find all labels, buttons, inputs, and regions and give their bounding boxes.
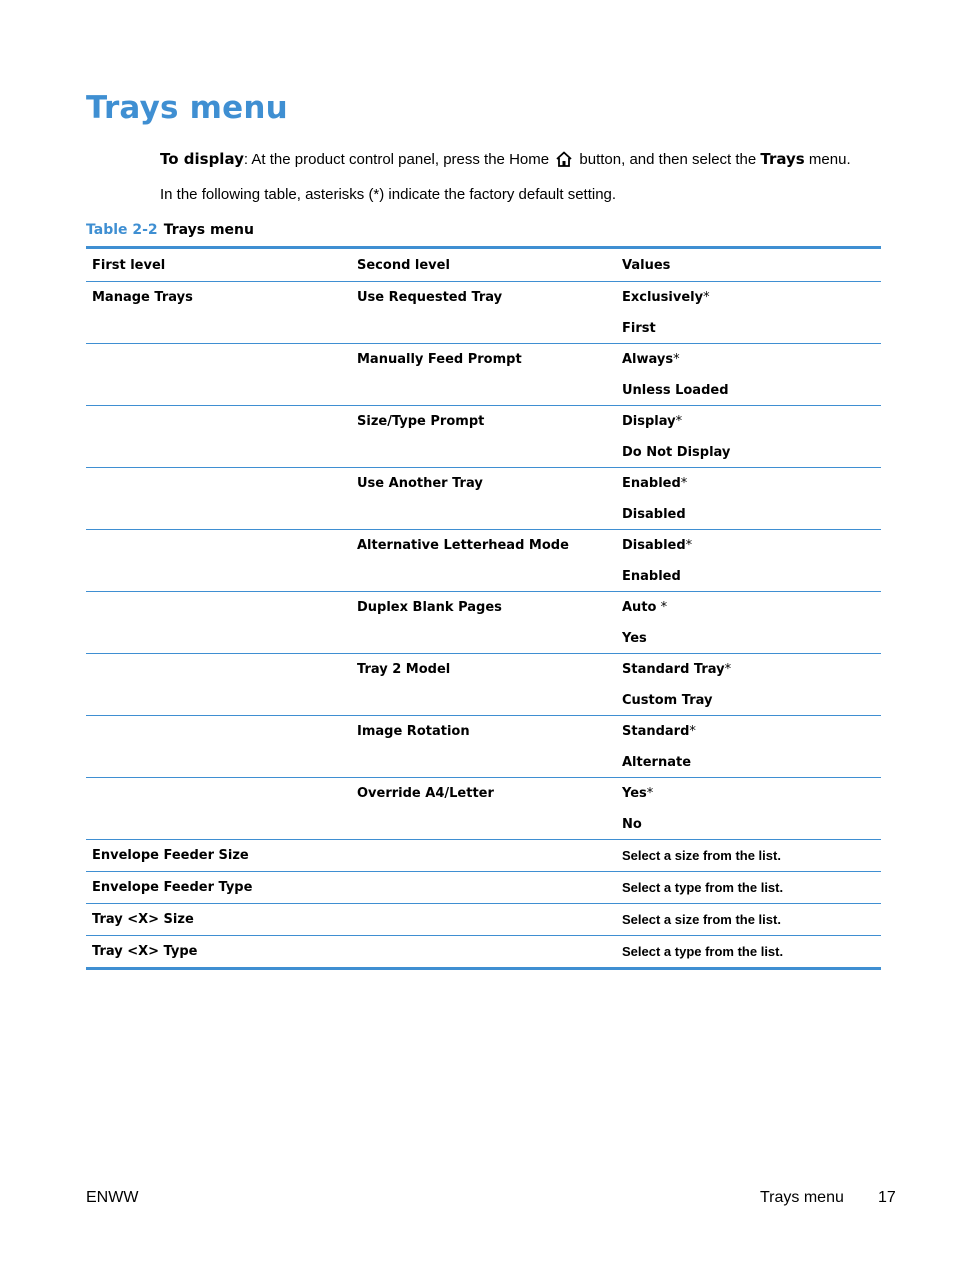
display-text-2: button, and then select the	[575, 151, 761, 168]
table-row	[86, 872, 881, 904]
display-label: To display	[160, 150, 244, 168]
default-value: Auto	[622, 600, 657, 615]
values-cell: Select a size from the list.	[616, 840, 881, 872]
table-row	[86, 344, 881, 406]
values-cell	[616, 282, 881, 344]
second-level-cell: Override A4/Letter	[351, 778, 616, 840]
header-first-level: First level	[86, 248, 351, 282]
table-row	[86, 904, 881, 936]
first-level-cell: Tray <X> Type	[92, 944, 198, 959]
first-level-cell	[86, 344, 351, 406]
table-row	[86, 716, 881, 778]
second-level-cell: Alternative Letterhead Mode	[351, 530, 616, 592]
first-level-cell	[86, 406, 351, 468]
values-cell	[616, 530, 881, 592]
second-level-cell: Size/Type Prompt	[351, 406, 616, 468]
first-level-cell: Tray <X> Size	[86, 904, 351, 936]
default-marker: *	[646, 786, 654, 801]
default-marker: *	[703, 290, 710, 305]
alternate-value: Alternate	[622, 755, 692, 770]
default-marker: *	[680, 476, 688, 491]
default-value: Yes	[622, 786, 647, 801]
default-marker: *	[724, 662, 732, 677]
values-cell: Select a type from the list.	[622, 944, 784, 959]
page-title: Trays menu	[86, 90, 288, 126]
second-level-cell: Duplex Blank Pages	[351, 592, 616, 654]
alternate-value: Unless Loaded	[622, 383, 729, 398]
second-level-cell: Image Rotation	[351, 716, 616, 778]
first-level-cell	[86, 778, 351, 840]
first-level-cell	[86, 530, 351, 592]
default-value: Exclusively	[622, 290, 704, 305]
values-cell: Select a type from the list.	[616, 872, 881, 904]
second-level-cell: Manually Feed Prompt	[351, 344, 616, 406]
alternate-value: Do Not Display	[622, 445, 731, 460]
page-number: 17	[878, 1189, 896, 1206]
values-cell: Select a size from the list.	[616, 904, 881, 936]
first-level-cell: Envelope Feeder Type	[86, 872, 351, 904]
values-cell	[616, 716, 881, 778]
first-level-cell	[86, 592, 351, 654]
table-header-row	[86, 248, 881, 282]
table-row	[86, 778, 881, 840]
values-cell	[616, 468, 881, 530]
display-instruction	[160, 150, 851, 168]
second-level-cell: Use Another Tray	[351, 468, 616, 530]
first-level-cell: Envelope Feeder Size	[86, 840, 351, 872]
second-level-cell	[351, 936, 616, 969]
second-level-cell	[351, 904, 616, 936]
table-row	[86, 592, 881, 654]
default-value: Standard	[622, 724, 690, 739]
table-body	[86, 282, 881, 969]
first-level-cell	[86, 654, 351, 716]
trays-menu-table	[86, 246, 881, 970]
table-row	[86, 936, 881, 969]
second-level-cell	[351, 840, 616, 872]
first-level-cell	[86, 468, 351, 530]
table-row	[86, 654, 881, 716]
values-cell	[616, 406, 881, 468]
default-marker: *	[685, 538, 693, 553]
default-marker: *	[675, 414, 683, 429]
alternate-value: Disabled	[622, 507, 686, 522]
default-value: Enabled	[622, 476, 681, 491]
home-icon	[555, 150, 573, 168]
display-text-1: : At the product control panel, press the Home	[243, 151, 550, 168]
header-values: Values	[616, 248, 881, 282]
default-marker: *	[689, 724, 696, 739]
default-value: Standard Tray	[622, 662, 725, 677]
values-cell	[616, 592, 881, 654]
table-row	[86, 530, 881, 592]
table-row	[86, 406, 881, 468]
table-caption-title: Trays menu	[163, 222, 254, 238]
default-note: In the following table, asterisks (*) indicate the factory default setting.	[160, 186, 617, 203]
second-level-cell	[351, 872, 616, 904]
alternate-value: First	[622, 321, 656, 336]
second-level-cell: Use Requested Tray	[351, 282, 616, 344]
alternate-value: Custom Tray	[622, 693, 713, 708]
footer-left: ENWW	[86, 1189, 139, 1206]
table-caption	[86, 222, 254, 238]
first-level-cell	[86, 716, 351, 778]
default-value: Display	[622, 414, 676, 429]
alternate-value: Yes	[622, 631, 647, 646]
default-value: Always	[622, 352, 674, 367]
first-level-cell: Manage Trays	[86, 282, 351, 344]
table-row	[86, 282, 881, 344]
second-level-cell: Tray 2 Model	[351, 654, 616, 716]
table-row	[86, 468, 881, 530]
table-row	[86, 840, 881, 872]
table-caption-number: Table 2-2	[86, 222, 158, 238]
header-second-level: Second level	[351, 248, 616, 282]
footer-section: Trays menu	[760, 1189, 844, 1206]
values-cell	[616, 344, 881, 406]
default-value: Disabled	[622, 538, 686, 553]
default-marker: *	[673, 352, 680, 367]
values-cell	[616, 654, 881, 716]
display-menu-name: Trays	[760, 150, 805, 168]
alternate-value: Enabled	[622, 569, 681, 584]
default-marker: *	[656, 600, 668, 615]
display-text-3: menu.	[804, 151, 851, 168]
values-cell	[616, 778, 881, 840]
alternate-value: No	[622, 817, 642, 832]
